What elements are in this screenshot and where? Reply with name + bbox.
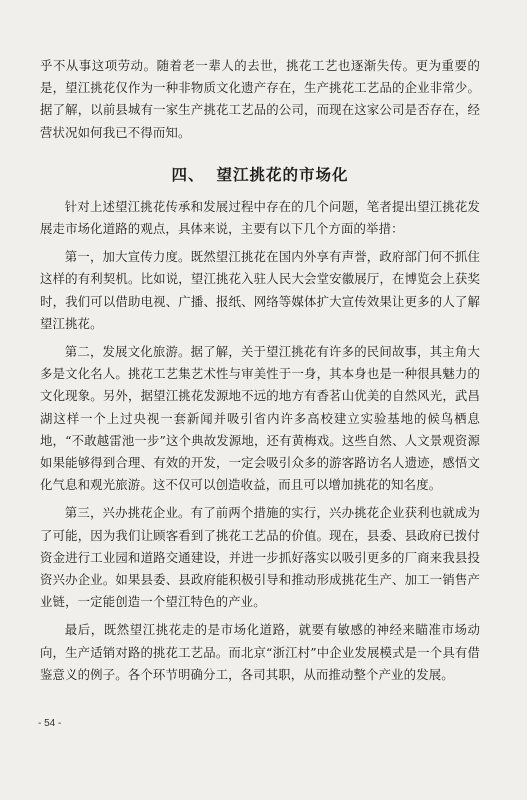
paragraph-continued: 乎不从事这项劳动。随着老一辈人的去世，挑花工艺也逐渐失传。更为重要的是，望江挑花仅作为一种非物质文化遗产存在，生产挑花工艺品的企业非常少。据了解，以前县城有一家生产挑花工艺品的公司，而现在这家公司是否存在，经营状况如何我已不得而知。 bbox=[40, 58, 480, 140]
section-number: 四、 bbox=[171, 164, 205, 184]
paragraph-first: 第一，加大宣传力度。既然望江挑花在国内外享有声誉，政府部门何不抓住这样的有利契机。比如说，望江挑花入驻人民大会堂安徽展厅，在博览会上获奖时，我们可以借助电视、广播、报纸、网络等媒体扩大宣传效果让更多的人了解望江挑花。 bbox=[40, 249, 480, 331]
paragraph-last: 最后，既然望江挑花走的是市场化道路，就要有敏感的神经来瞄准市场动向，生产适销对路的挑花工艺品。而北京“浙江村”中企业发展模式是一个具有借鉴意义的例子。各个环节明确分工，各司其职，从而推动整个产业的发展。 bbox=[40, 622, 480, 682]
paragraph-third: 第三，兴办挑花企业。有了前两个措施的实行，兴办挑花企业获利也就成为了可能，因为我们让顾客看到了挑花工艺品的价值。现在，县委、县政府已拨付资金进行工业园和道路交通建设，并进一步抓好落实以吸引更多的厂商来我县投资兴办企业。如果县委、县政府能积极引导和推动形成挑花生产、加工一销售产业链，一定能创造一个望江特色的产业。 bbox=[40, 505, 480, 610]
paragraph-intro: 针对上述望江挑花传承和发展过程中存在的几个问题，笔者提出望江挑花发展走市场化道路的观点，具体来说，主要有以下几个方面的举措： bbox=[40, 198, 480, 237]
page-number: - 54 - bbox=[38, 718, 62, 729]
section-heading bbox=[40, 164, 480, 186]
paragraph-second: 第二，发展文化旅游。据了解，关于望江挑花有许多的民间故事，其主角大多是文化名人。挑花工艺集艺术性与审美性于一身，其本身也是一种很具魅力的文化现象。另外，据望江挑花发源地不远的地方有香茗山优美的自然风光，武昌湖这样一个上过央视一套新闻并吸引省内许多高校建立实验基地的候鸟栖息地，“不敢越雷池一步”这个典故发源地，还有黄梅戏。这些自然、人文景观资源如果能够得到合理、有效的开发，一定会吸引众多的游客路访名人遗迹，感悟文化气息和观光旅游。这不仅可以创造收益，而且可以增加挑花的知名度。 bbox=[40, 344, 480, 493]
bleed-through-text bbox=[0, 393, 43, 497]
page-content bbox=[40, 55, 480, 692]
section-title: 望江挑花的市场化 bbox=[216, 164, 349, 184]
